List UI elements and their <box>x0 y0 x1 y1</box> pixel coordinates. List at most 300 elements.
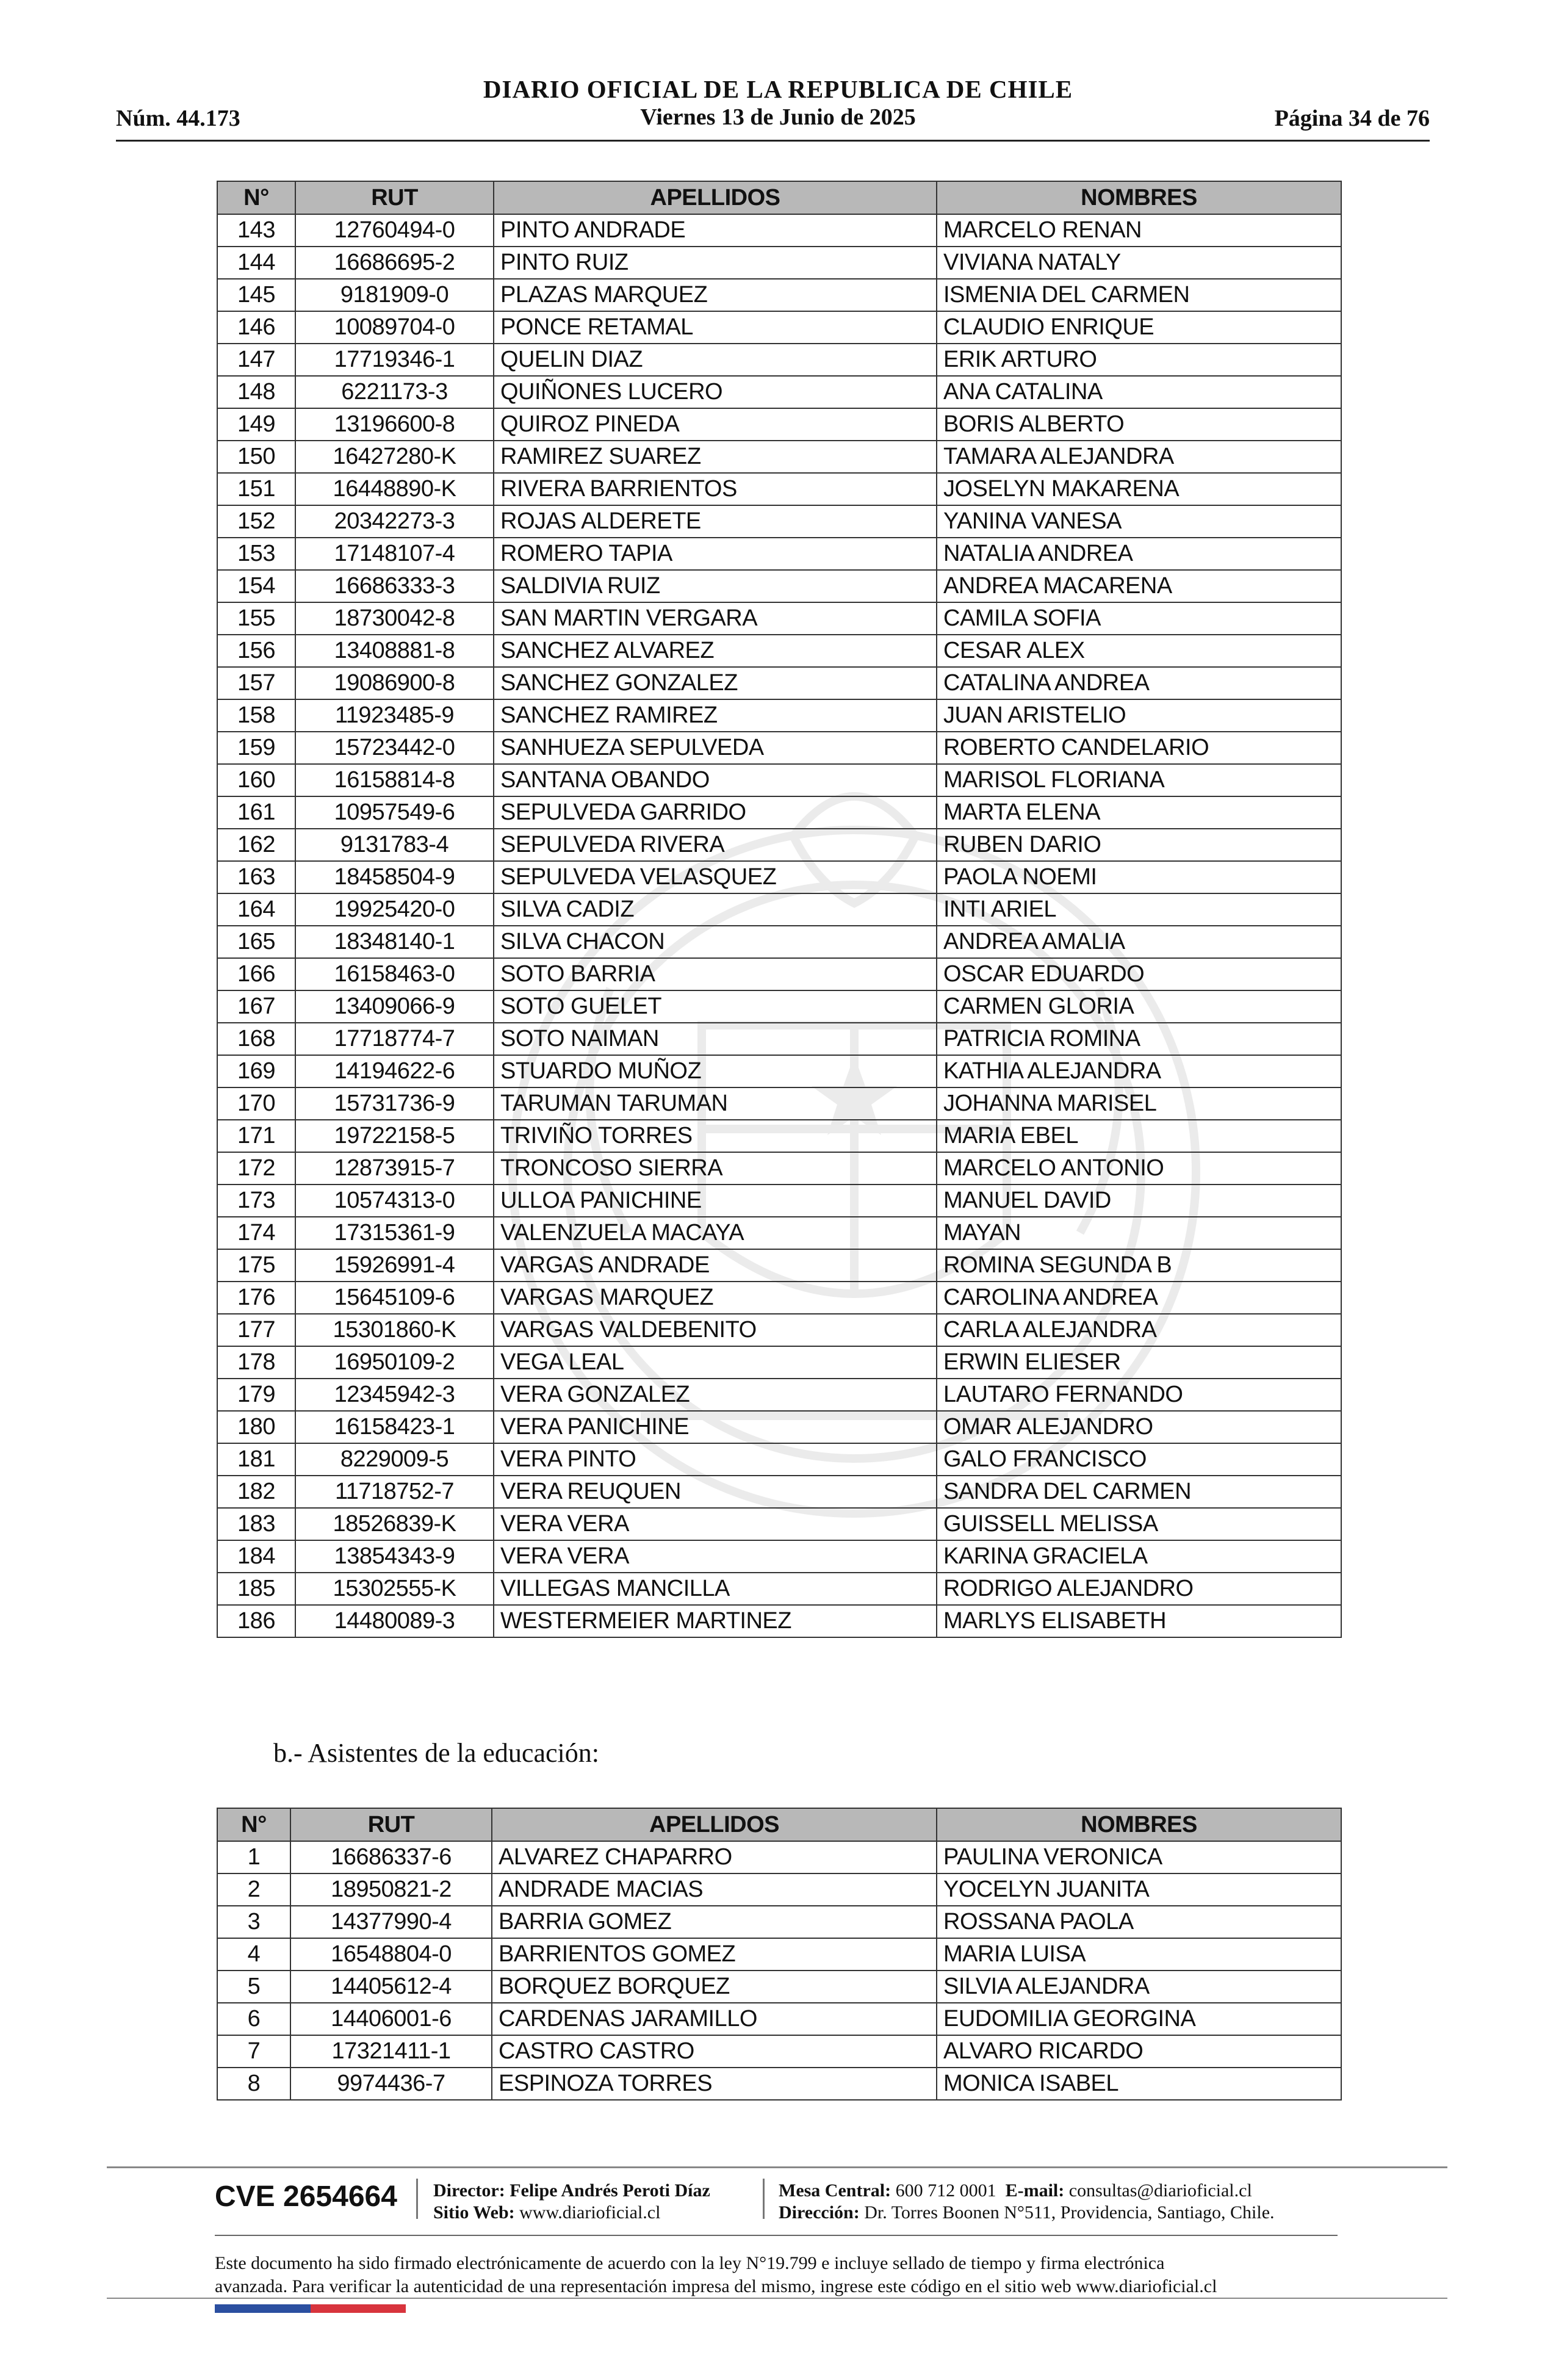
table-row <box>217 1841 1341 1873</box>
cell-rut: 14406001-6 <box>290 2003 492 2035</box>
cell-number: 146 <box>217 311 295 344</box>
cell-number: 159 <box>217 732 295 764</box>
cell-number: 164 <box>217 893 295 926</box>
footer-separator <box>416 2179 418 2219</box>
cell-rut: 17719346-1 <box>295 344 494 376</box>
table-header-row <box>217 1808 1341 1841</box>
cell-nombres: ROBERTO CANDELARIO <box>937 732 1341 764</box>
table-row <box>217 247 1341 279</box>
cell-apellidos: CASTRO CASTRO <box>492 2035 937 2068</box>
cell-apellidos: SILVA CHACON <box>494 926 937 958</box>
column-header-nombres: NOMBRES <box>937 181 1341 214</box>
cell-rut: 12760494-0 <box>295 214 494 247</box>
cell-apellidos: QUELIN DIAZ <box>494 344 937 376</box>
cell-number: 158 <box>217 699 295 732</box>
cell-apellidos: SANCHEZ ALVAREZ <box>494 635 937 667</box>
cell-number: 154 <box>217 570 295 602</box>
cell-number: 152 <box>217 505 295 538</box>
cell-number: 3 <box>217 1906 290 1938</box>
flag-red-segment <box>311 2304 406 2313</box>
cell-number: 183 <box>217 1508 295 1540</box>
cell-number: 1 <box>217 1841 290 1873</box>
table-row <box>217 2068 1341 2100</box>
cell-nombres: MARIA LUISA <box>937 1938 1341 1971</box>
cell-apellidos: TRONCOSO SIERRA <box>494 1152 937 1185</box>
cell-apellidos: SOTO BARRIA <box>494 958 937 990</box>
cell-apellidos: ULLOA PANICHINE <box>494 1185 937 1217</box>
cell-number: 147 <box>217 344 295 376</box>
legal-notice <box>215 2252 1344 2298</box>
cell-nombres: MARISOL FLORIANA <box>937 764 1341 796</box>
cell-rut: 15723442-0 <box>295 732 494 764</box>
table-row <box>217 667 1341 699</box>
cell-number: 174 <box>217 1217 295 1249</box>
table-row <box>217 1249 1341 1282</box>
cell-nombres: ROMINA SEGUNDA B <box>937 1249 1341 1282</box>
table-row <box>217 1971 1341 2003</box>
cell-nombres: VIVIANA NATALY <box>937 247 1341 279</box>
cell-nombres: ISMENIA DEL CARMEN <box>937 279 1341 311</box>
table-row <box>217 279 1341 311</box>
cell-nombres: PAULINA VERONICA <box>937 1841 1341 1873</box>
page-indicator: Página 34 de 76 <box>1274 106 1430 131</box>
cell-rut: 16427280-K <box>295 441 494 473</box>
cell-nombres: RUBEN DARIO <box>937 829 1341 861</box>
cell-number: 162 <box>217 829 295 861</box>
cell-rut: 19086900-8 <box>295 667 494 699</box>
cell-apellidos: VEGA LEAL <box>494 1346 937 1379</box>
cell-rut: 6221173-3 <box>295 376 494 408</box>
publication-title: DIARIO OFICIAL DE LA REPUBLICA DE CHILE <box>483 75 1073 103</box>
cell-rut: 10089704-0 <box>295 311 494 344</box>
cell-number: 170 <box>217 1087 295 1120</box>
table-row <box>217 1023 1341 1055</box>
column-header-number: N° <box>217 181 295 214</box>
table-row <box>217 214 1341 247</box>
cell-number: 180 <box>217 1411 295 1443</box>
cell-rut: 20342273-3 <box>295 505 494 538</box>
cell-apellidos: VARGAS VALDEBENITO <box>494 1314 937 1346</box>
cell-rut: 11718752-7 <box>295 1476 494 1508</box>
cell-nombres: KATHIA ALEJANDRA <box>937 1055 1341 1087</box>
cell-nombres: JOHANNA MARISEL <box>937 1087 1341 1120</box>
cell-nombres: CAROLINA ANDREA <box>937 1282 1341 1314</box>
cell-nombres: CARLA ALEJANDRA <box>937 1314 1341 1346</box>
cell-number: 185 <box>217 1573 295 1605</box>
mesa-central-phone: 600 712 0001 <box>895 2180 996 2201</box>
cell-apellidos: TRIVIÑO TORRES <box>494 1120 937 1152</box>
cell-rut: 16686333-3 <box>295 570 494 602</box>
cell-apellidos: SAN MARTIN VERGARA <box>494 602 937 635</box>
table-row <box>217 1152 1341 1185</box>
cell-rut: 10574313-0 <box>295 1185 494 1217</box>
director-name: Felipe Andrés Peroti Díaz <box>510 2180 710 2201</box>
cell-rut: 16158814-8 <box>295 764 494 796</box>
cell-apellidos: PLAZAS MARQUEZ <box>494 279 937 311</box>
cell-apellidos: SANCHEZ GONZALEZ <box>494 667 937 699</box>
table-row <box>217 732 1341 764</box>
cell-apellidos: SANTANA OBANDO <box>494 764 937 796</box>
cell-nombres: INTI ARIEL <box>937 893 1341 926</box>
cell-rut: 9131783-4 <box>295 829 494 861</box>
cell-nombres: CARMEN GLORIA <box>937 990 1341 1023</box>
table-row <box>217 958 1341 990</box>
cell-number: 149 <box>217 408 295 441</box>
cell-nombres: CESAR ALEX <box>937 635 1341 667</box>
cell-apellidos: SEPULVEDA GARRIDO <box>494 796 937 829</box>
cell-apellidos: PINTO ANDRADE <box>494 214 937 247</box>
cell-rut: 10957549-6 <box>295 796 494 829</box>
cell-nombres: MARIA EBEL <box>937 1120 1341 1152</box>
cell-apellidos: SANCHEZ RAMIREZ <box>494 699 937 732</box>
cell-apellidos: ESPINOZA TORRES <box>492 2068 937 2100</box>
cell-apellidos: RIVERA BARRIENTOS <box>494 473 937 505</box>
cell-rut: 19925420-0 <box>295 893 494 926</box>
cell-nombres: YOCELYN JUANITA <box>937 1873 1341 1906</box>
cell-nombres: ANDREA AMALIA <box>937 926 1341 958</box>
column-header-number: N° <box>217 1808 290 1841</box>
cell-rut: 15301860-K <box>295 1314 494 1346</box>
cell-rut: 18526839-K <box>295 1508 494 1540</box>
cve-code: CVE 2654664 <box>215 2180 397 2213</box>
cell-nombres: MAYAN <box>937 1217 1341 1249</box>
cell-number: 173 <box>217 1185 295 1217</box>
issue-number: Núm. 44.173 <box>116 106 240 131</box>
cell-rut: 14405612-4 <box>290 1971 492 2003</box>
table-row <box>217 344 1341 376</box>
cell-apellidos: QUIÑONES LUCERO <box>494 376 937 408</box>
table-row <box>217 538 1341 570</box>
cell-nombres: ANA CATALINA <box>937 376 1341 408</box>
cell-nombres: GALO FRANCISCO <box>937 1443 1341 1476</box>
cell-apellidos: ROJAS ALDERETE <box>494 505 937 538</box>
cell-rut: 12345942-3 <box>295 1379 494 1411</box>
legal-notice-line: avanzada. Para verificar la autenticidad de una representación impresa del mismo, ingrese este código en el sitio web www.diarioficial.cl <box>215 2276 1217 2296</box>
table-row <box>217 764 1341 796</box>
legal-notice-line: Este documento ha sido firmado electrónicamente de acuerdo con la ley N°19.799 e incluye sellado de tiempo y firma electrónica <box>215 2253 1165 2273</box>
cell-number: 144 <box>217 247 295 279</box>
cell-rut: 18348140-1 <box>295 926 494 958</box>
footer-divider-top <box>107 2166 1447 2168</box>
table-row <box>217 1314 1341 1346</box>
cell-rut: 15926991-4 <box>295 1249 494 1282</box>
cell-nombres: LAUTARO FERNANDO <box>937 1379 1341 1411</box>
table-row <box>217 311 1341 344</box>
asistentes-table <box>217 1808 1342 2101</box>
cell-nombres: ROSSANA PAOLA <box>937 1906 1341 1938</box>
table-row <box>217 1411 1341 1443</box>
cell-rut: 13408881-8 <box>295 635 494 667</box>
cell-number: 161 <box>217 796 295 829</box>
cell-rut: 14194622-6 <box>295 1055 494 1087</box>
cell-apellidos: VERA VERA <box>494 1508 937 1540</box>
cell-rut: 13854343-9 <box>295 1540 494 1573</box>
cell-number: 5 <box>217 1971 290 2003</box>
cell-apellidos: VILLEGAS MANCILLA <box>494 1573 937 1605</box>
cell-apellidos: SOTO NAIMAN <box>494 1023 937 1055</box>
footer-separator <box>763 2179 765 2219</box>
table-row <box>217 473 1341 505</box>
cell-number: 148 <box>217 376 295 408</box>
cell-nombres: CAMILA SOFIA <box>937 602 1341 635</box>
cell-rut: 9974436-7 <box>290 2068 492 2100</box>
docentes-table <box>217 181 1342 1638</box>
cell-number: 167 <box>217 990 295 1023</box>
cell-rut: 17148107-4 <box>295 538 494 570</box>
column-header-rut: RUT <box>290 1808 492 1841</box>
cell-nombres: PATRICIA ROMINA <box>937 1023 1341 1055</box>
cell-rut: 11923485-9 <box>295 699 494 732</box>
cell-number: 156 <box>217 635 295 667</box>
table-row <box>217 2035 1341 2068</box>
address-label: Dirección: <box>779 2202 860 2223</box>
cell-number: 175 <box>217 1249 295 1282</box>
table-row <box>217 505 1341 538</box>
table-row <box>217 1906 1341 1938</box>
table-row <box>217 635 1341 667</box>
cell-rut: 18458504-9 <box>295 861 494 893</box>
cell-number: 157 <box>217 667 295 699</box>
cell-number: 169 <box>217 1055 295 1087</box>
cell-number: 179 <box>217 1379 295 1411</box>
cell-apellidos: ROMERO TAPIA <box>494 538 937 570</box>
cell-rut: 18730042-8 <box>295 602 494 635</box>
cell-rut: 16158463-0 <box>295 958 494 990</box>
cell-number: 184 <box>217 1540 295 1573</box>
email-label: E-mail: <box>1005 2180 1065 2201</box>
cell-rut: 15731736-9 <box>295 1087 494 1120</box>
table-row <box>217 2003 1341 2035</box>
cell-nombres: MARCELO ANTONIO <box>937 1152 1341 1185</box>
cell-apellidos: SOTO GUELET <box>494 990 937 1023</box>
cell-nombres: GUISSELL MELISSA <box>937 1508 1341 1540</box>
table-row <box>217 1379 1341 1411</box>
cell-number: 153 <box>217 538 295 570</box>
table-row <box>217 861 1341 893</box>
cell-number: 4 <box>217 1938 290 1971</box>
cell-rut: 17321411-1 <box>290 2035 492 2068</box>
cell-rut: 13196600-8 <box>295 408 494 441</box>
cell-apellidos: BARRIENTOS GOMEZ <box>492 1938 937 1971</box>
footer-director-block <box>433 2180 710 2224</box>
cell-apellidos: VARGAS MARQUEZ <box>494 1282 937 1314</box>
footer-divider-middle <box>215 2235 1338 2236</box>
table-row <box>217 1873 1341 1906</box>
cell-apellidos: BARRIA GOMEZ <box>492 1906 937 1938</box>
email-link[interactable]: consultas@diarioficial.cl <box>1068 2180 1252 2201</box>
header-divider <box>116 140 1430 142</box>
table-row <box>217 1508 1341 1540</box>
cell-nombres: BORIS ALBERTO <box>937 408 1341 441</box>
cell-number: 186 <box>217 1605 295 1637</box>
cell-number: 171 <box>217 1120 295 1152</box>
cell-apellidos: CARDENAS JARAMILLO <box>492 2003 937 2035</box>
table-row <box>217 1055 1341 1087</box>
flag-color-bar <box>215 2304 406 2313</box>
table-row <box>217 1476 1341 1508</box>
cell-rut: 17718774-7 <box>295 1023 494 1055</box>
table-row <box>217 408 1341 441</box>
cell-number: 168 <box>217 1023 295 1055</box>
cell-nombres: CLAUDIO ENRIQUE <box>937 311 1341 344</box>
table-row <box>217 1605 1341 1637</box>
table-row <box>217 1443 1341 1476</box>
section-b-heading: b.- Asistentes de la educación: <box>273 1738 599 1768</box>
cell-apellidos: VARGAS ANDRADE <box>494 1249 937 1282</box>
column-header-rut: RUT <box>295 181 494 214</box>
address-text: Dr. Torres Boonen N°511, Providencia, Santiago, Chile. <box>864 2202 1275 2223</box>
cell-rut: 12873915-7 <box>295 1152 494 1185</box>
cell-apellidos: PINTO RUIZ <box>494 247 937 279</box>
cell-apellidos: SEPULVEDA VELASQUEZ <box>494 861 937 893</box>
cell-rut: 17315361-9 <box>295 1217 494 1249</box>
cell-nombres: EUDOMILIA GEORGINA <box>937 2003 1341 2035</box>
cell-number: 177 <box>217 1314 295 1346</box>
cell-nombres: KARINA GRACIELA <box>937 1540 1341 1573</box>
director-label: Director: <box>433 2180 505 2201</box>
cell-number: 178 <box>217 1346 295 1379</box>
cell-nombres: TAMARA ALEJANDRA <box>937 441 1341 473</box>
cell-number: 155 <box>217 602 295 635</box>
cell-rut: 8229009-5 <box>295 1443 494 1476</box>
cell-rut: 18950821-2 <box>290 1873 492 1906</box>
cell-apellidos: VERA PINTO <box>494 1443 937 1476</box>
website-link[interactable]: www.diarioficial.cl <box>519 2202 661 2223</box>
cell-apellidos: QUIROZ PINEDA <box>494 408 937 441</box>
cell-nombres: JOSELYN MAKARENA <box>937 473 1341 505</box>
cell-apellidos: WESTERMEIER MARTINEZ <box>494 1605 937 1637</box>
flag-blue-segment <box>215 2304 311 2313</box>
cell-rut: 16950109-2 <box>295 1346 494 1379</box>
mesa-central-label: Mesa Central: <box>779 2180 891 2201</box>
table-row <box>217 570 1341 602</box>
cell-number: 8 <box>217 2068 290 2100</box>
cell-apellidos: SALDIVIA RUIZ <box>494 570 937 602</box>
cell-rut: 13409066-9 <box>295 990 494 1023</box>
cell-apellidos: SANHUEZA SEPULVEDA <box>494 732 937 764</box>
cell-apellidos: BORQUEZ BORQUEZ <box>492 1971 937 2003</box>
column-header-apellidos: APELLIDOS <box>494 181 937 214</box>
cell-nombres: ERIK ARTURO <box>937 344 1341 376</box>
cell-apellidos: TARUMAN TARUMAN <box>494 1087 937 1120</box>
cell-nombres: SILVIA ALEJANDRA <box>937 1971 1341 2003</box>
cell-apellidos: VERA VERA <box>494 1540 937 1573</box>
table-row <box>217 1217 1341 1249</box>
cell-number: 145 <box>217 279 295 311</box>
cell-nombres: ANDREA MACARENA <box>937 570 1341 602</box>
cell-apellidos: ALVAREZ CHAPARRO <box>492 1841 937 1873</box>
cell-number: 182 <box>217 1476 295 1508</box>
cell-nombres: ERWIN ELIESER <box>937 1346 1341 1379</box>
cell-nombres: MONICA ISABEL <box>937 2068 1341 2100</box>
cell-nombres: SANDRA DEL CARMEN <box>937 1476 1341 1508</box>
cell-number: 6 <box>217 2003 290 2035</box>
cell-number: 2 <box>217 1873 290 1906</box>
cell-rut: 19722158-5 <box>295 1120 494 1152</box>
table-row <box>217 1282 1341 1314</box>
cell-number: 181 <box>217 1443 295 1476</box>
table-row <box>217 926 1341 958</box>
cell-nombres: NATALIA ANDREA <box>937 538 1341 570</box>
table-row <box>217 376 1341 408</box>
table-row <box>217 1346 1341 1379</box>
cell-number: 172 <box>217 1152 295 1185</box>
table-row <box>217 1087 1341 1120</box>
cell-apellidos: VERA REUQUEN <box>494 1476 937 1508</box>
table-row <box>217 893 1341 926</box>
table-row <box>217 441 1341 473</box>
cell-number: 150 <box>217 441 295 473</box>
cell-nombres: OMAR ALEJANDRO <box>937 1411 1341 1443</box>
cell-rut: 16448890-K <box>295 473 494 505</box>
cell-apellidos: STUARDO MUÑOZ <box>494 1055 937 1087</box>
cell-number: 151 <box>217 473 295 505</box>
table-row <box>217 1540 1341 1573</box>
cell-apellidos: VALENZUELA MACAYA <box>494 1217 937 1249</box>
footer-divider-bottom <box>107 2298 1447 2299</box>
cell-nombres: PAOLA NOEMI <box>937 861 1341 893</box>
cell-rut: 16686695-2 <box>295 247 494 279</box>
cell-rut: 14377990-4 <box>290 1906 492 1938</box>
cell-apellidos: VERA PANICHINE <box>494 1411 937 1443</box>
cell-rut: 16548804-0 <box>290 1938 492 1971</box>
cell-rut: 15645109-6 <box>295 1282 494 1314</box>
cell-apellidos: RAMIREZ SUAREZ <box>494 441 937 473</box>
table-row <box>217 1573 1341 1605</box>
cell-number: 7 <box>217 2035 290 2068</box>
website-label: Sitio Web: <box>433 2202 515 2223</box>
cell-number: 166 <box>217 958 295 990</box>
column-header-apellidos: APELLIDOS <box>492 1808 937 1841</box>
cell-nombres: OSCAR EDUARDO <box>937 958 1341 990</box>
cell-nombres: JUAN ARISTELIO <box>937 699 1341 732</box>
cell-number: 176 <box>217 1282 295 1314</box>
table-row <box>217 602 1341 635</box>
column-header-nombres: NOMBRES <box>937 1808 1341 1841</box>
cell-number: 160 <box>217 764 295 796</box>
cell-nombres: MARTA ELENA <box>937 796 1341 829</box>
table-header-row <box>217 181 1341 214</box>
table-row <box>217 1120 1341 1152</box>
cell-apellidos: VERA GONZALEZ <box>494 1379 937 1411</box>
table-row <box>217 1938 1341 1971</box>
cell-rut: 15302555-K <box>295 1573 494 1605</box>
issue-date: Viernes 13 de Junio de 2025 <box>640 104 916 130</box>
cell-rut: 9181909-0 <box>295 279 494 311</box>
cell-apellidos: SILVA CADIZ <box>494 893 937 926</box>
footer-contact-block <box>779 2180 1275 2224</box>
cell-nombres: ALVARO RICARDO <box>937 2035 1341 2068</box>
table-row <box>217 990 1341 1023</box>
table-row <box>217 1185 1341 1217</box>
cell-number: 143 <box>217 214 295 247</box>
cell-rut: 16686337-6 <box>290 1841 492 1873</box>
table-row <box>217 829 1341 861</box>
cell-apellidos: ANDRADE MACIAS <box>492 1873 937 1906</box>
cell-nombres: MARCELO RENAN <box>937 214 1341 247</box>
cell-nombres: RODRIGO ALEJANDRO <box>937 1573 1341 1605</box>
cell-apellidos: PONCE RETAMAL <box>494 311 937 344</box>
cell-rut: 16158423-1 <box>295 1411 494 1443</box>
cell-rut: 14480089-3 <box>295 1605 494 1637</box>
cell-number: 163 <box>217 861 295 893</box>
cell-number: 165 <box>217 926 295 958</box>
table-row <box>217 699 1341 732</box>
table-row <box>217 796 1341 829</box>
cell-nombres: YANINA VANESA <box>937 505 1341 538</box>
cell-nombres: CATALINA ANDREA <box>937 667 1341 699</box>
cell-nombres: MANUEL DAVID <box>937 1185 1341 1217</box>
